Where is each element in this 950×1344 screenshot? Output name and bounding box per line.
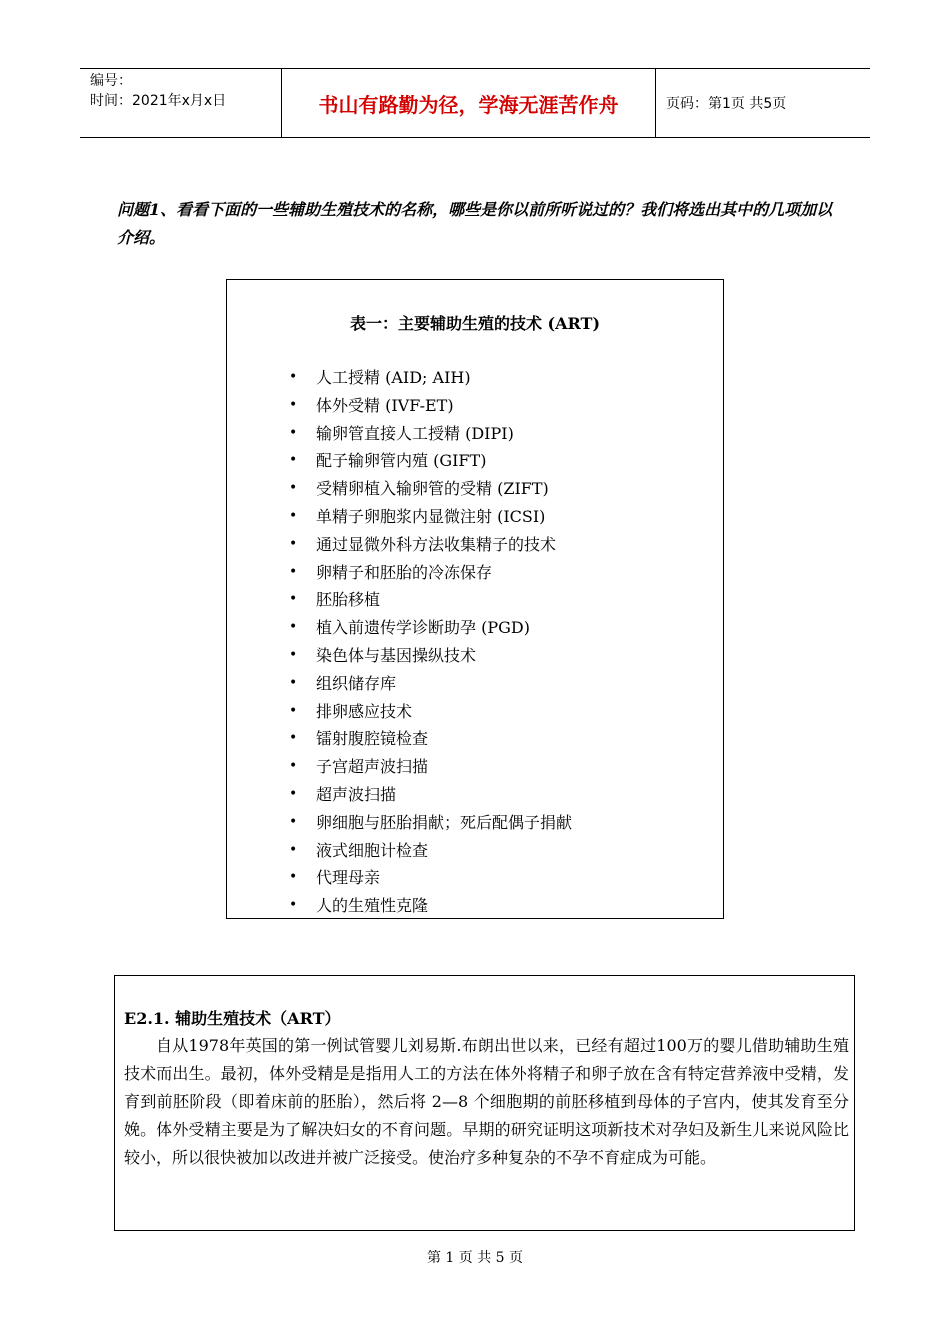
- bullet-icon: •: [289, 869, 298, 886]
- list-item: • 体外受精 (IVF-ET): [287, 392, 572, 420]
- list-item: • 镭射腹腔镜检查: [287, 725, 572, 753]
- list-item: • 受精卵植入输卵管的受精 (ZIFT): [287, 475, 572, 503]
- list-item: • 卵细胞与胚胎捐献；死后配偶子捐献: [287, 809, 572, 837]
- bullet-icon: •: [289, 841, 298, 858]
- table-title: 表一：主要辅助生殖的技术 (ART): [349, 314, 601, 333]
- list-item: • 植入前遗传学诊断助孕 (PGD): [287, 614, 572, 642]
- header-page-label: 页码：第1页 共5页: [666, 96, 787, 112]
- bullet-icon: •: [289, 480, 298, 497]
- bullet-icon: •: [289, 674, 298, 691]
- bullet-icon: •: [289, 452, 298, 469]
- list-item: • 超声波扫描: [287, 781, 572, 809]
- list-item: • 胚胎移植: [287, 586, 572, 614]
- section-paragraph: 自从1978年英国的第一例试管婴儿刘易斯.布朗出世以来，已经有超过100万的婴儿借助辅助生殖技术而出生。最初，体外受精是是指用人工的方法在体外将精子和卵子放在含有特定营养液中受精，发育到前胚阶段（即着床前的胚胎），然后将 2—8 个细胞期的前胚移植到母体的子宫内，使其发育至分娩。体外受精主要是为了解决妇女的不育问题。早期的研究证明这项新技术对孕妇及新生儿来说风险比较小，所以很快被加以改进并被广泛接受。使治疗多种复杂的不孕不育症成为可能。: [124, 1036, 849, 1167]
- number-label: 编号：: [90, 73, 132, 89]
- list-item: • 排卵感应技术: [287, 698, 572, 726]
- list-item: • 卵精子和胚胎的冷冻保存: [287, 559, 572, 587]
- list-item: • 单精子卵胞浆内显微注射 (ICSI): [287, 503, 572, 531]
- bullet-icon: •: [289, 758, 298, 775]
- bullet-icon: •: [289, 535, 298, 552]
- bullet-icon: •: [289, 507, 298, 524]
- list-item: • 输卵管直接人工授精 (DIPI): [287, 420, 572, 448]
- bullet-icon: •: [289, 563, 298, 580]
- bullet-icon: •: [289, 897, 298, 914]
- list-item: • 组织储存库: [287, 670, 572, 698]
- list-item: • 液式细胞计检查: [287, 837, 572, 865]
- art-list: [287, 364, 572, 920]
- bullet-icon: •: [289, 785, 298, 802]
- document-header: [80, 68, 870, 138]
- bullet-icon: •: [289, 730, 298, 747]
- bullet-icon: •: [289, 591, 298, 608]
- bullet-icon: •: [289, 646, 298, 663]
- section-box: [114, 975, 855, 1231]
- section-heading: E2.1. 辅助生殖技术（ART）: [124, 1009, 341, 1028]
- bullet-icon: •: [289, 369, 298, 385]
- bullet-icon: •: [289, 424, 298, 441]
- list-item: • 人的生殖性克隆: [287, 892, 572, 920]
- list-item: • 人工授精 (AID; AIH): [287, 364, 572, 392]
- page-footer: 第 1 页 共 5 页: [426, 1250, 524, 1266]
- bullet-icon: •: [289, 702, 298, 719]
- list-item: • 子宫超声波扫描: [287, 753, 572, 781]
- list-item: • 通过显微外科方法收集精子的技术: [287, 531, 572, 559]
- header-info-cell: [80, 69, 280, 137]
- question-text: 问题1、看看下面的一些辅助生殖技术的名称，哪些是你以前所听说过的？我们将选出其中的几项加以介绍。: [117, 200, 833, 247]
- bullet-icon: •: [289, 813, 298, 830]
- time-label: 时间：2021年x月x日: [90, 93, 227, 109]
- list-item: • 染色体与基因操纵技术: [287, 642, 572, 670]
- art-table-box: [226, 279, 724, 919]
- bullet-icon: •: [289, 396, 298, 413]
- bullet-icon: •: [289, 619, 298, 636]
- list-item: • 配子输卵管内殖 (GIFT): [287, 447, 572, 475]
- header-motto: 书山有路勤为径，学海无涯苦作舟: [281, 69, 656, 137]
- list-item: • 代理母亲: [287, 864, 572, 892]
